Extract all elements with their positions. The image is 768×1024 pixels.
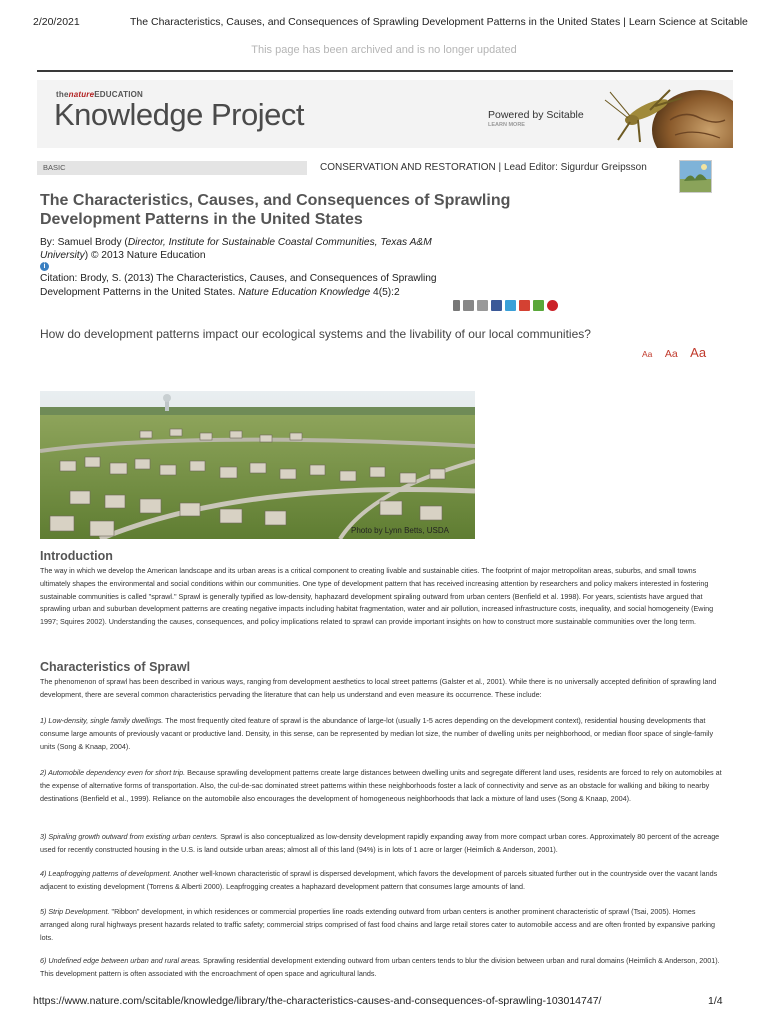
by-label: By:	[40, 237, 55, 248]
print-icon[interactable]	[463, 300, 474, 311]
list-item-5	[40, 906, 723, 944]
level-badge: BASIC	[37, 161, 307, 175]
list-item-6	[40, 955, 723, 981]
citation-text: Citation: Brody, S. (2013) The Characteristics, Causes, and Consequences of Sprawling Development Patterns in the United States.	[40, 273, 437, 298]
share-toolbar	[453, 299, 558, 312]
list-item-1	[40, 715, 723, 753]
author-affiliation: Director, Institute for Sustainable Coastal Communities, Texas A&M University	[40, 237, 432, 261]
font-medium-button[interactable]: Aa	[664, 348, 678, 360]
google-plus-icon[interactable]	[519, 300, 530, 311]
item-2-lead: 2) Automobile dependency even for short trip.	[40, 768, 186, 777]
archived-notice: This page has been archived and is no longer updated	[251, 44, 517, 56]
introduction-text	[40, 565, 723, 629]
brand-suffix: EDUCATION	[94, 90, 144, 99]
item-5-text: "Ribbon" development, in which residences or commercial properties line roads extending outward from urban centers is another prominent characteristic of sprawl (Tsai, 2005). Homes arranged along rural highways present hazards related to traffic safety; commercial strips comprised of fast food chains and large retail stores cater to automobile access and are often fronted by expansive parking lots.	[40, 907, 716, 942]
characteristics-heading: Characteristics of Sprawl	[40, 660, 191, 674]
byline: By: Samuel Brody (Director, Institute for Sustainable Coastal Communities, Texas A&M University) © 2013 Nature Education	[40, 237, 432, 261]
bookmark-icon[interactable]	[453, 300, 460, 311]
item-3-lead: 3) Spiraling growth outward from existing urban centers.	[40, 832, 219, 841]
print-page-title: The Characteristics, Causes, and Consequences of Sprawling Development Patterns in the United States | Learn Science at Scitable	[130, 16, 748, 28]
lead-editor-name[interactable]: Sigurdur Greipsson	[560, 162, 647, 173]
author-name[interactable]: Samuel Brody	[57, 237, 122, 248]
lead-editor-label: Lead Editor:	[503, 162, 558, 173]
info-icon[interactable]: i	[40, 262, 49, 271]
topic-thumbnail[interactable]	[679, 160, 712, 193]
citation-journal: Nature Education Knowledge	[238, 286, 371, 298]
category-line: CONSERVATION AND RESTORATION | Lead Editor: Sigurdur Greipsson	[320, 162, 647, 173]
article-title: The Characteristics, Causes, and Consequences of Sprawling Development Patterns in the United States	[40, 192, 511, 228]
print-date: 2/20/2021	[33, 16, 80, 28]
characteristics-paragraph: The phenomenon of sprawl has been described in various ways, ranging from development aesthetics to local street patterns (Galster et al., 2001). While there is no universally accepted definition of sprawling land development, there are several common characteristics pervading the literature that can help us understand and even measure its occurrence. These include:	[40, 677, 717, 699]
citation	[40, 272, 440, 299]
font-large-button[interactable]: Aa	[690, 345, 707, 360]
brand-nature: nature	[68, 90, 95, 99]
knowledge-project-logo[interactable]: Knowledge Project	[54, 97, 304, 132]
item-6-text: Sprawling residential development extending outward from urban centers tends to blur the division between urban and rural domains (Heimlich & Anderson, 2001). This development pattern is often associated with the encroachment of open space and agricultural lands.	[40, 956, 720, 978]
characteristics-intro	[40, 676, 723, 702]
item-4-text: Another well-known characteristic of sprawl is dispersed development, which favors the development of parcels situated further out in the countryside over the vacant lands adjacent to existing development (Torrens & Alberti 2000). Leapfrogging creates a haphazard development pattern that consumes large amounts of land.	[40, 869, 718, 891]
topic-link[interactable]: CONSERVATION AND RESTORATION	[320, 162, 496, 173]
item-1-text: The most frequently cited feature of sprawl is the abundance of large-lot (usually 1-5 acres depending on the development context), residential housing developments that consume large amounts of previously vacant or productive land. Density, in this sense, can be represented by median lot size, the number of dwelling units per neighborhood, or median floor space of single-family units (Song & Knaap, 2004).	[40, 716, 714, 751]
print-url: https://www.nature.com/scitable/knowledge/library/the-characteristics-causes-and-consequences-of-sprawling-103014747/	[33, 995, 602, 1007]
item-1-lead: 1) Low-density, single family dwellings.	[40, 716, 164, 725]
font-small-button[interactable]: Aa	[642, 349, 653, 359]
brand-prefix: the	[56, 90, 69, 99]
header-rule	[37, 70, 733, 72]
introduction-heading: Introduction	[40, 549, 113, 563]
suburb-aerial-photo	[40, 391, 475, 539]
facebook-icon[interactable]	[491, 300, 502, 311]
font-size-controls	[642, 344, 714, 362]
lead-question: How do development patterns impact our ecological systems and the livability of our local communities?	[40, 327, 591, 341]
item-2-text: Because sprawling development patterns create large distances between dwelling units and segregate different land uses, residents are forced to rely on automobiles at the expense of alternative forms of transportation. Also, the cul-de-sac dominated street patterns within these neighborhoods foster a lack of connectivity and serve as an obstacle for walking and biking to nearby destinations (Benfield et al., 1999). Reliance on the automobile also encourages the development of homogeneous neighborhoods that lack a mixture of land uses (Song & Knaap, 2004).	[40, 768, 722, 803]
copyright: © 2013 Nature Education	[90, 250, 206, 261]
learn-more-link[interactable]: LEARN MORE	[488, 122, 525, 128]
pinterest-icon[interactable]	[547, 300, 558, 311]
item-4-lead: 4) Leapfrogging patterns of development.	[40, 869, 172, 878]
list-item-4	[40, 868, 723, 894]
item-5-lead: 5) Strip Development.	[40, 907, 110, 916]
introduction-paragraph: The way in which we develop the American landscape and its urban areas is a critical component to creating livable and sustainable cities. The footprint of major metropolitan areas, suburbs, and small towns ultimately shapes the environmental and social conditions within our communities. One type of development pattern that has received increasing attention by researchers and policy makers interested in fostering sustainable communities is called "sprawl." Sprawl is generally typified as low-density, haphazard development spiraling outward from urban centers (Benfield et al. 1998). For years, scientists have argued that sprawling urban and suburban development patterns are creating negative impacts including habitat fragmentation, water and air pollution, increased infrastructure costs, inequality, and social homogeneity (Ewing 1997; Squires 2002). Understanding the causes, consequences, and policy implications related to sprawl can provide important insights on how to construct more sustainable communities over the long term.	[40, 566, 714, 627]
list-item-2	[40, 767, 723, 805]
grasshopper-illustration	[600, 80, 733, 148]
powered-by-scitable[interactable]: Powered by Scitable	[488, 109, 584, 121]
page-number: 1/4	[708, 995, 723, 1007]
email-icon[interactable]	[477, 300, 488, 311]
share-green-icon[interactable]	[533, 300, 544, 311]
list-item-3	[40, 831, 723, 857]
item-3-text: Sprawl is also conceptualized as low-density development rapidly expanding away from more compact urban cores. Approximately 80 percent of the acreage used for recently constructed housing in the U.S. is land outside urban areas; almost all of this land (94%) is in lots of 1 acre or larger (Heimlich & Anderson, 2001).	[40, 832, 720, 854]
twitter-icon[interactable]	[505, 300, 516, 311]
photo-credit: Photo by Lynn Betts, USDA	[351, 526, 449, 535]
citation-volume: 4(5):2	[373, 286, 400, 298]
item-6-lead: 6) Undefined edge between urban and rural areas.	[40, 956, 202, 965]
